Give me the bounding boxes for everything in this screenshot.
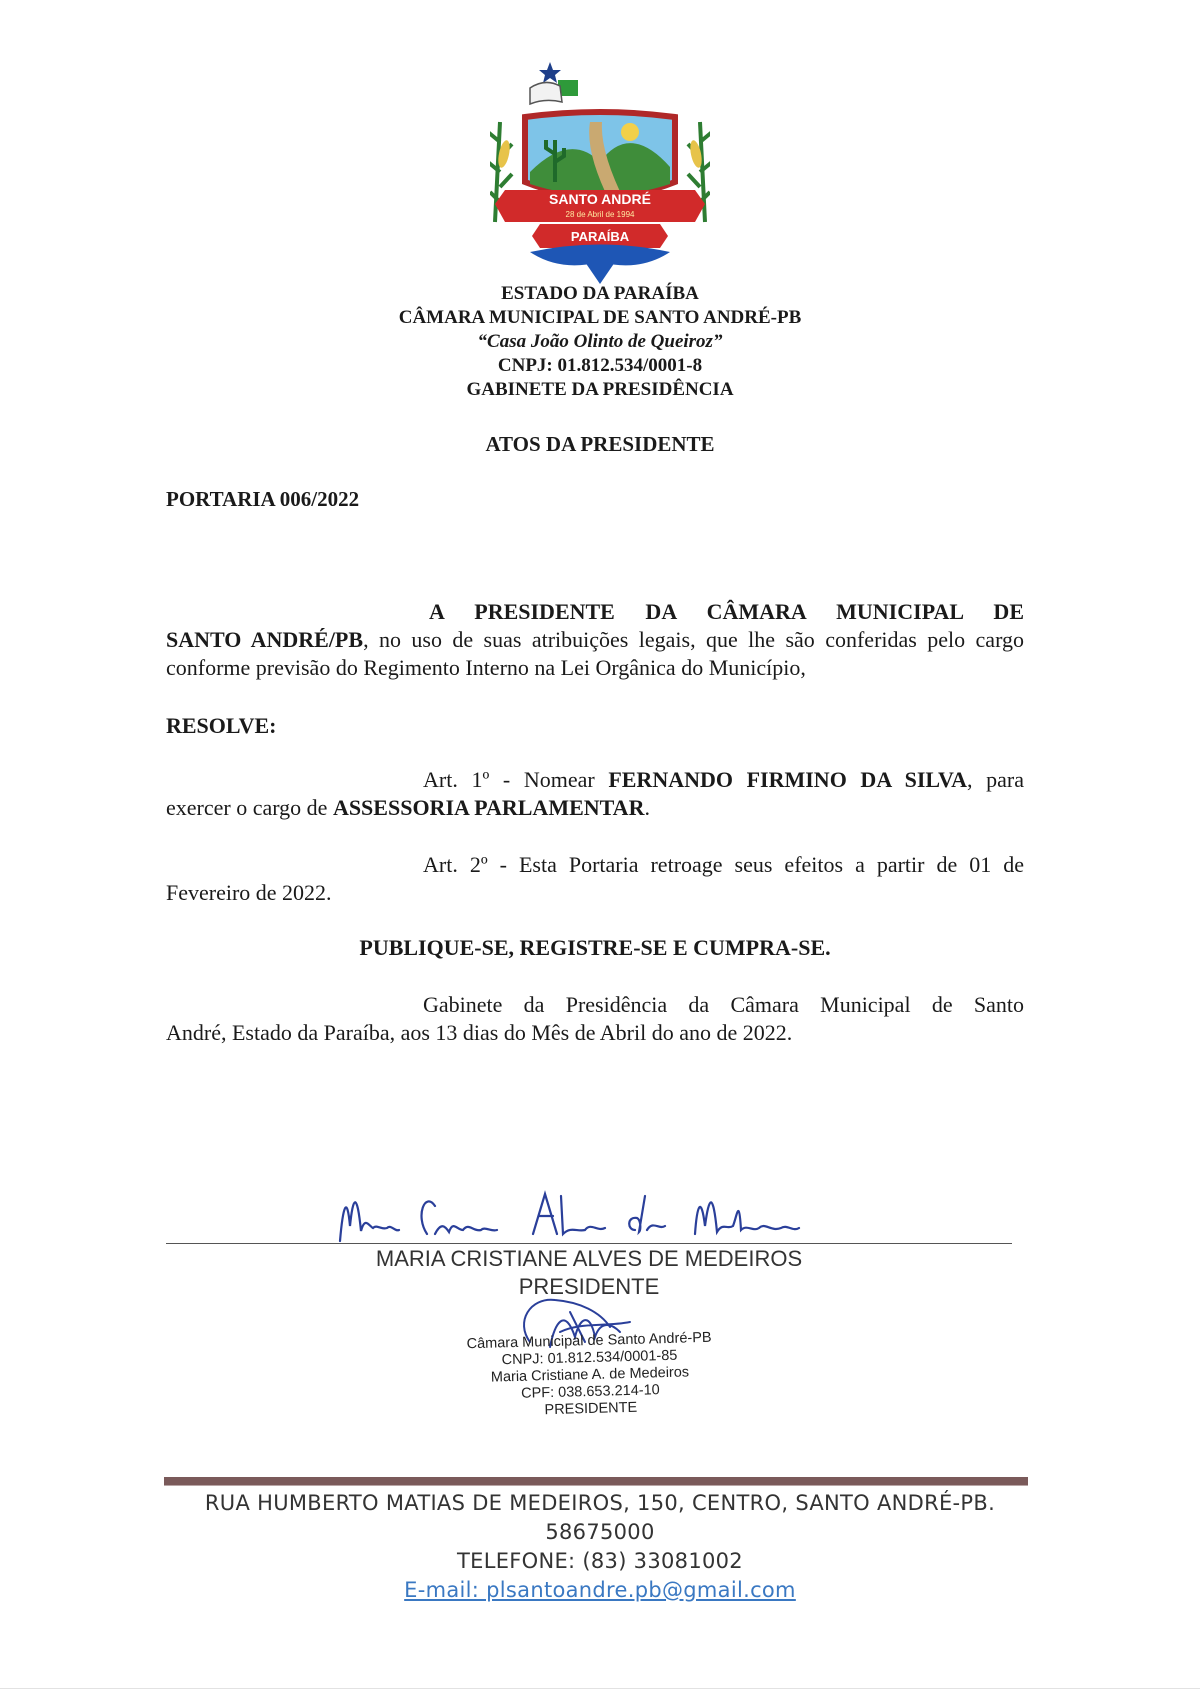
closing-paragraph — [166, 991, 1024, 1047]
footer — [100, 1489, 1100, 1605]
preamble-city: SANTO ANDRÉ/PB — [166, 627, 364, 652]
official-stamp — [459, 1330, 721, 1422]
office-name: GABINETE DA PRESIDÊNCIA — [466, 379, 734, 400]
house-name: “Casa João Olinto de Queiroz” — [477, 331, 723, 352]
banner-top-text: SANTO ANDRÉ — [549, 191, 651, 207]
article-1-line2-prefix: exercer o cargo de — [166, 795, 333, 820]
signer-name: MARIA CRISTIANE ALVES DE MEDEIROS — [375, 1246, 803, 1271]
letterhead — [300, 282, 900, 402]
appointee-role: ASSESSORIA PARLAMENTAR — [332, 795, 645, 820]
handwritten-signature — [335, 1186, 805, 1246]
banner-bottom-text: PARAÍBA — [570, 229, 630, 244]
article-1-end: . — [644, 795, 650, 820]
closing-line1: Gabinete da Presidência da Câmara Municipal de Santo — [423, 992, 1024, 1017]
article-1-mid: , para — [967, 767, 1024, 792]
stamp-name: Maria Cristiane A. de Medeiros — [490, 1364, 690, 1386]
article-2-line2: Fevereiro de 2022. — [166, 880, 332, 905]
chamber-name: CÂMARA MUNICIPAL DE SANTO ANDRÉ-PB — [398, 307, 802, 328]
article-1 — [166, 766, 1024, 822]
document-heading: ATOS DA PRESIDENTE — [485, 432, 715, 456]
star-icon — [539, 62, 561, 83]
appointee-name: FERNANDO FIRMINO DA SILVA — [608, 767, 967, 792]
footer-email-link[interactable]: E-mail: plsantoandre.pb@gmail.com — [404, 1578, 796, 1602]
footer-address: RUA HUMBERTO MATIAS DE MEDEIROS, 150, CENTRO, SANTO ANDRÉ-PB. — [204, 1491, 996, 1515]
crest-sun — [621, 123, 639, 141]
banner-date-text: 28 de Abril de 1994 — [565, 210, 635, 219]
state-name: ESTADO DA PARAÍBA — [501, 283, 699, 304]
article-1-line1 — [166, 766, 1024, 794]
stamp-cpf: CPF: 038.653.214-10 — [520, 1382, 660, 1402]
crest-ribbon-tail — [585, 262, 615, 284]
portaria-number: PORTARIA 006/2022 — [166, 487, 360, 511]
footer-cep: 58675000 — [545, 1520, 655, 1544]
resolve-heading: RESOLVE: — [166, 713, 277, 738]
stamp-chamber: Câmara Municipal de Santo André-PB — [466, 1329, 712, 1353]
preamble-paragraph — [166, 598, 1024, 682]
cnpj-header: CNPJ: 01.812.534/0001-8 — [497, 355, 703, 376]
signature-line — [166, 1243, 1012, 1244]
footer-divider — [164, 1477, 1028, 1486]
signer-title: PRESIDENTE — [518, 1274, 660, 1299]
crest-crown-outline — [530, 82, 562, 104]
stamp-title: PRESIDENTE — [544, 1399, 638, 1419]
footer-phone: TELEFONE: (83) 33081002 — [457, 1549, 743, 1573]
stamp-cnpj: CNPJ: 01.812.534/0001-85 — [501, 1347, 678, 1369]
closing-line2: André, Estado da Paraíba, aos 13 dias do Mês de Abril do ano de 2022. — [166, 1020, 793, 1045]
scan-edge — [0, 1688, 1200, 1689]
coat-of-arms-logo — [490, 62, 710, 287]
article-2-line1: Art. 2º - Esta Portaria retroage seus efeitos a partir de 01 de — [423, 852, 1024, 877]
publish-statement: PUBLIQUE-SE, REGISTRE-SE E CUMPRA-SE. — [359, 935, 831, 960]
preamble-lead: A PRESIDENTE DA CÂMARA MUNICIPAL DE — [429, 599, 1024, 624]
preamble-text: , no uso de suas atribuições legais, que lhe são conferidas pelo cargo conforme previsão do Regimento Interno na Lei Orgânica do Município, — [166, 627, 1024, 680]
article-2 — [166, 851, 1024, 907]
signature-stroke — [340, 1194, 799, 1241]
article-1-prefix: Art. 1º - Nomear — [423, 767, 609, 792]
